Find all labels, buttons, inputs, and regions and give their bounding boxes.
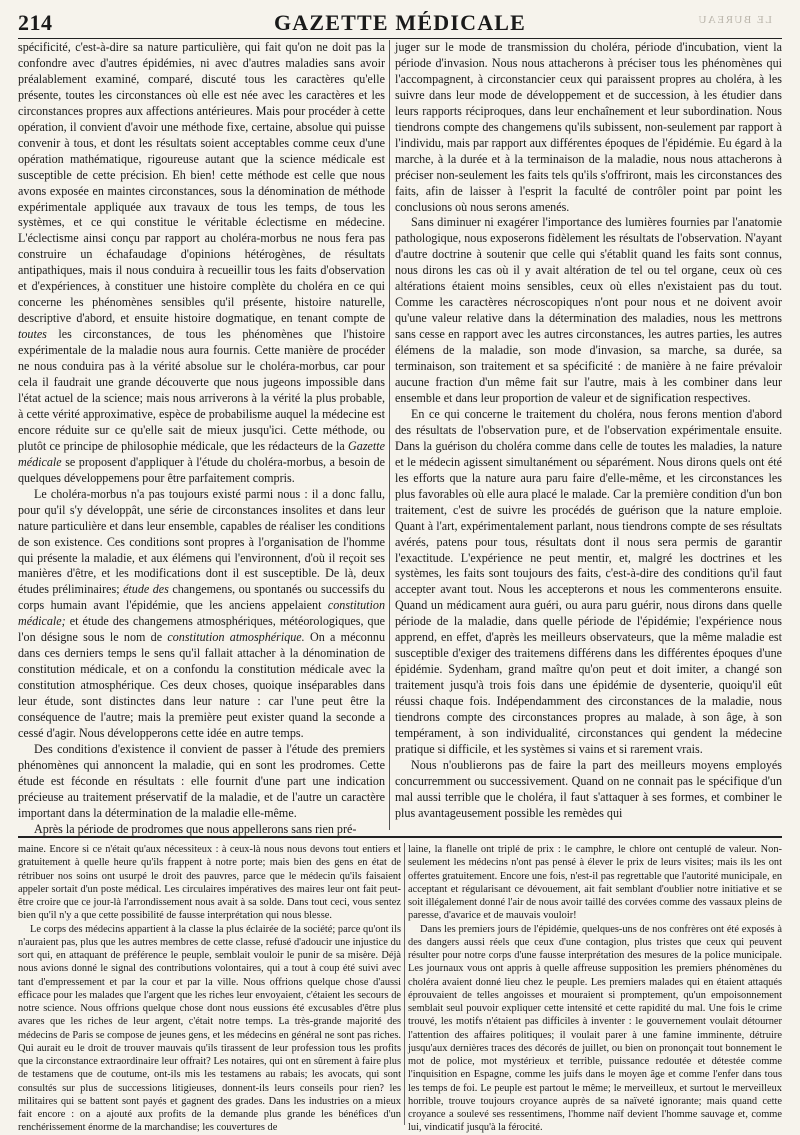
masthead-title: GAZETTE MÉDICALE xyxy=(273,10,527,35)
left-column xyxy=(18,40,386,836)
footnote-paragraph: Le corps des médecins appartient à la classe la plus éclairée de la société; parce qu'ont ils n'auraient pas, plus que les autres membres de cette classe, refusé d'adoucir une injustice du sort qui, en attaquant de préférence le peuple, semblait vouloir le punir de sa misère. Déjà nous avions donné le signal des contributions volontaires, qui a tout à coup été suivi avec tant d'empressement et par la cour et par la ville. Nous offrions quelque chose d'aussi efficace pour les malades que l'argent que les riches leur envoyaient, c'étaient les secours de notre science. Nous offrions quelque chose dont nous eussions été excusables d'être plus avares que les riches de leur argent, c'était notre temps. La très-grande majorité des médecins de Paris se compose de jeunes gens, et les médecins en général ne sont pas riches. Qui aurait eu le droit de trouver mauvais qu'ils tirassent de leur profession tous les profits que la circonstance extraordinaire leur offrait? Les notaires, qui ont en sûrement à faire plus de testamens que de coutume, ont-ils mis les testamens au rabais; les avocats, qui sont consultés sur plus de successions litigieuses, donnent-ils leurs conseils pour rien? les militaires qui se battent sont payés et gagnent des grades. Dans les industries on a mieux fait encore : on a ajouté aux profits de la demande plus grande les bénéfices d'un renchérissement énorme de la marchandise; les couvertures de xyxy=(18,923,401,1134)
footnote-paragraph: Dans les premiers jours de l'épidémie, quelques-uns de nos confrères ont été exposés à des dangers aussi réels que ceux d'une contagion, plus tristes que ceux qui peuvent résulter pour notre corps d'une fausse interprétation des mesures de la police municipale. Les journaux vous ont appris à quelle affreuse supposition les premiers phénomènes du choléra avaient donné lieu chez le peuple. Les premiers malades qui en étaient attaqués éprouvaient de telles angoisses et mouraient si promptement, qu'un empoisonnement semblait seul pouvoir expliquer cette intensité et cette rapidité du mal. Une fois le crime trouvé, les motifs n'étaient pas difficiles à inventer : le gouvernement voulait détourner l'attention des affaires politiques; il voulait parer à une famine imminente, détruire jusqu'aux dernières traces des décorés de juillet, ou bien on prononçait tout bonnement le mot de police, mot mystérieux et terrible, puissance redoutée et détestée comme l'inquisition en Espagne, comme les juifs dans le moyen âge et comme l'enfer dans tous les temps de foi. Le peuple est partout le même; le merveilleux, et surtout le merveilleux horrible, trouve toujours croyance auprès de sa naïveté ignorante; mais quand cette croyance a soulevé ses ressentimens, l'homme naïf devient l'homme sauvage et, comme lui, vindicatif jusqu'à la férocité. xyxy=(408,923,782,1134)
paragraph: spécificité, c'est-à-dire sa nature particulière, qui fait qu'on ne doit pas la confondre avec d'autres épidémies, ni avec d'autres maladies sans avoir préalablement examiné, comparé, discuté tous les caractères qu'elle présente, toutes les circonstances où elle est née avec les caractères et les circonstances propres aux affections antérieures. Mais pour procéder à cette opération, il convient d'avoir une méthode fixe, certaine, absolue qui puisse convenir à tous, et dont les résultats soient acceptables comme ceux d'une opération mathématique, rigoureuse autant que la science médicale est susceptible de cette précision. Eh bien! cette méthode est celle que nous avons exposée en maintes circonstances, sous la dénomination de méthode expérimentale appliquée aux travaux de tous les temps, de tous les systèmes, et ce qui constitue le véritable éclectisme en médecine. L'éclectisme ainsi conçu par rapport au choléra-morbus ne nous fera pas construire un échafaudage d'opinions hétérogènes, de résultats antipathiques, mais il nous conduira à recueillir tous les faits d'observation et d'expériences, à constituer une histoire complète du choléra en ce qui concerne les phénomènes sensibles qu'il présente, histoire naturelle, descriptive d'abord, et ensuite histoire dogmatique, en tenant compte de toutes les circonstances, de tous les phénomènes que l'histoire expérimentale de la maladie nous aura fournis. Cette manière de procéder ne nous conduira pas à la vérité absolue sur le choléra-morbus, car pour cela il faudrait une grande découverte que nous jugeons impossible dans l'état actuel de la science; mais nous arriverons à la vérité la plus probable, à cette vérité approximative, espèce de probabilisme auquel la médecine est encore réduite sur ce qu'elle sait de mieux jusqu'ici. Cette méthode, ou plutôt ce principe de philosophie médicale, que les rédacteurs de la Gazette médicale se proposent d'appliquer à l'étude du choléra-morbus, a besoin de quelques développemens pour être parfaitement compris. xyxy=(18,40,386,485)
paragraph: Après la période de prodromes que nous appellerons sans rien pré- xyxy=(34,821,357,836)
paragraph: Nous n'oublierons pas de faire la part des meilleurs moyens employés concurremment ou successivement. Quand on ne connait pas le spécifique d'un mal aussi terrible que le choléra, il faut s'attaquer à ses formes, et combiner le plus avantageusement possible les remèdes qui xyxy=(395,757,782,820)
footnote-separator xyxy=(18,836,782,838)
footnote-right-column xyxy=(408,843,783,1134)
footnote-paragraph: maine. Encore si ce n'était qu'aux nécessiteux : à ceux-là nous nous devons tout entiers et gratuitement à quelle heure qu'ils frappent à notre porte; mais bien des gens en état de rétribuer nos soins ont usurpé le droit des pauvres, parce que le médecin qu'ils faisaient appeler sortait d'un poste médical. Les circulaires impératives des maires leur ont fait peut-être croire que ce jour-là l'arrondissement nous avait à sa solde. Dans tout ceci, vous sentez bien qu'il n'y a que cette possibilité de fausse interprétation qui nous blesse. xyxy=(18,844,401,922)
footnote-left-column xyxy=(18,843,401,1134)
paragraph: Des conditions d'existence il convient de passer à l'étude des premiers phénomènes qui annoncent la maladie, qui en sont les prodromes. Cette étude est féconde en résultats : elle fournit d'une part une indication précieuse au traitement préservatif de la maladie, et de l'autre un caractère important dans la détermination de la maladie elle-même. xyxy=(18,741,385,820)
column-divider xyxy=(389,40,390,830)
paragraph: En ce qui concerne le traitement du choléra, nous ferons mention d'abord des résultats de l'observation pure, et de l'observation expérimentale ensuite. Dans la guérison du choléra comme dans celle de toutes les maladies, la nature et le médecin agissent simultanément ou séparément. Nous dirons quels ont été les efforts que la nature aura paru faire d'elle-même, et les circonstances les plus favorables où elle aura placé le malade. Car la première condition d'un bon traitement, c'est de suivre les procédés de guérison que la nature emploie. Quant à l'art, expérimentalement parlant, nous tiendrons compte de ses résultats avérés, patens pour tous, résultats dont il nous sera permis de garantir l'exactitude. L'expérience ne peut mentir, et, malgré les doctrines et les systèmes, les faits sont toujours des faits, c'est-à-dire des conditions qu'il faut accepter avant tout. Nous les accepterons et nous les commenterons ensuite. Quand un médicament aura guéri, ou aura paru guérir, nous dirons dans quelle période de la maladie, dans quelle période de l'épidémie; l'expérience nous apprend, en effet, d'après les meilleurs observateurs, que la même maladie est susceptible d'exiger des traitemens différens dans les différentes époques d'une épidémie. Sydenham, grand maître qu'on peut et doit imiter, a changé son traitement jusqu'à trois fois dans une épidémie de dysenterie, quoiqu'il eût réussi chaque fois. Indépendamment des circonstances de la maladie, nous tiendrons compte des circonstances propres au malade, à son âge, à son tempérament, à son individualité, circonstances qui gendent la médecine pratique si difficile, et les systèmes si vains et si rarement vrais. xyxy=(395,406,782,756)
footnote-paragraph: laine, la flanelle ont triplé de prix : le camphre, le chlore ont centuplé de valeur. Non-seulement les médecins n'ont pas pensé à élever le prix de leurs visites; mais ils les ont offertes gratuitement. Encore une fois, n'est-il pas regrettable que l'autorité municipale, en acceptant et régularisant ce dévouement, ait fait semblant d'oublier notre initiative et se soit illégalement donné l'air de nous avoir taillé des corvées comme des vassaux pleins de paresse, d'avarice et de mauvais vouloir! xyxy=(408,844,783,922)
footnote-column-divider xyxy=(404,843,405,1125)
paragraph: Sans diminuer ni exagérer l'importance des lumières fournies par l'anatomie pathologique, nous exposerons fidèlement les résultats de l'observation. N'ayant d'autre doctrine à soutenir que celle qui s'établit quand les faits sont connus, nous dirons les cas où il y avait altération de tel ou tel organe, ceux où ces altérations étaient moins sensibles, ceux où elles n'existaient pas du tout. Comme les caractères nécroscopiques n'ont pour nous et ne doivent avoir qu'une valeur relative dans la détermination des maladies, nous les mettrons sans cesse en rapport avec les autres circonstances, les autres parties, les autres élémens de la maladie, son mode d'invasion, sa marche, sa durée, sa terminaison, son traitement et sa spécificité : de manière à ne faire prévaloir aucune fraction d'un même fait sur l'autre, mais à les combiner dans leur ensemble et dans leur proportion de valeur et de signification respectives. xyxy=(395,215,782,405)
page-number: 214 xyxy=(18,10,53,35)
paragraph: Le choléra-morbus n'a pas toujours existé parmi nous : il a donc fallu, pour qu'il s'y développât, une série de circonstances insolites et dans leur nature particulière et dans leur ensemble, capables de réaliser les conditions de son existence. Ces conditions sont propres à l'organisation de l'homme qui présente la maladie, et aux élémens qui l'environnent, d'où il reçoit ses manières d'être, et les modifications dont il est susceptible. De là, deux études préliminaires; étude des changemens, ou spontanés ou successifs du corps humain avant l'épidémie, que les anciens appelaient constitution médicale; et étude des changemens atmosphériques, météorologiques, que l'on désigne sous le nom de constitution atmosphérique. On a méconnu dans ces derniers temps le sens qu'il fallait attacher à la dénomination de constitution médicale, et on a confondu la constitution médicale avec la constitution atmosphérique. Ces deux choses, quoique inséparables dans leur étude, sont distinctes dans leur nature : car l'une peut être la conséquence de l'autre; mais la première peut exister quand la seconde a cessé d'agir. Nous développerons cette idée en autre temps. xyxy=(18,486,385,740)
show-through-text: LE BUREAU xyxy=(697,14,772,26)
paragraph: juger sur le mode de transmission du choléra, période d'incubation, vient la période d'invasion. Nous nous attacherons à préciser tous les phénomènes qui l'accompagnent, à circonstancier ceux qui paraissent propres au choléra, à les suivre dans leur mode de développement et de succession, à les étudier dans leurs rapports réciproques, dans leur enchaînement et leur subordination. Nous tiendrons compte des changemens qu'ils subissent, non-seulement par rapport à l'individu, mais par rapport aux différentes époques de l'épidémie. Eu égard à la marche, à la durée et à la terminaison de la maladie, nous nous attacherons à préciser non-seulement les faits tels qu'ils s'offriront, mais les circonstances des faits, afin de laisser à l'esprit la faculté de contrôler point par point les conclusions où nous serons amenés. xyxy=(395,40,782,214)
right-column xyxy=(395,40,782,830)
page-header xyxy=(18,10,782,39)
